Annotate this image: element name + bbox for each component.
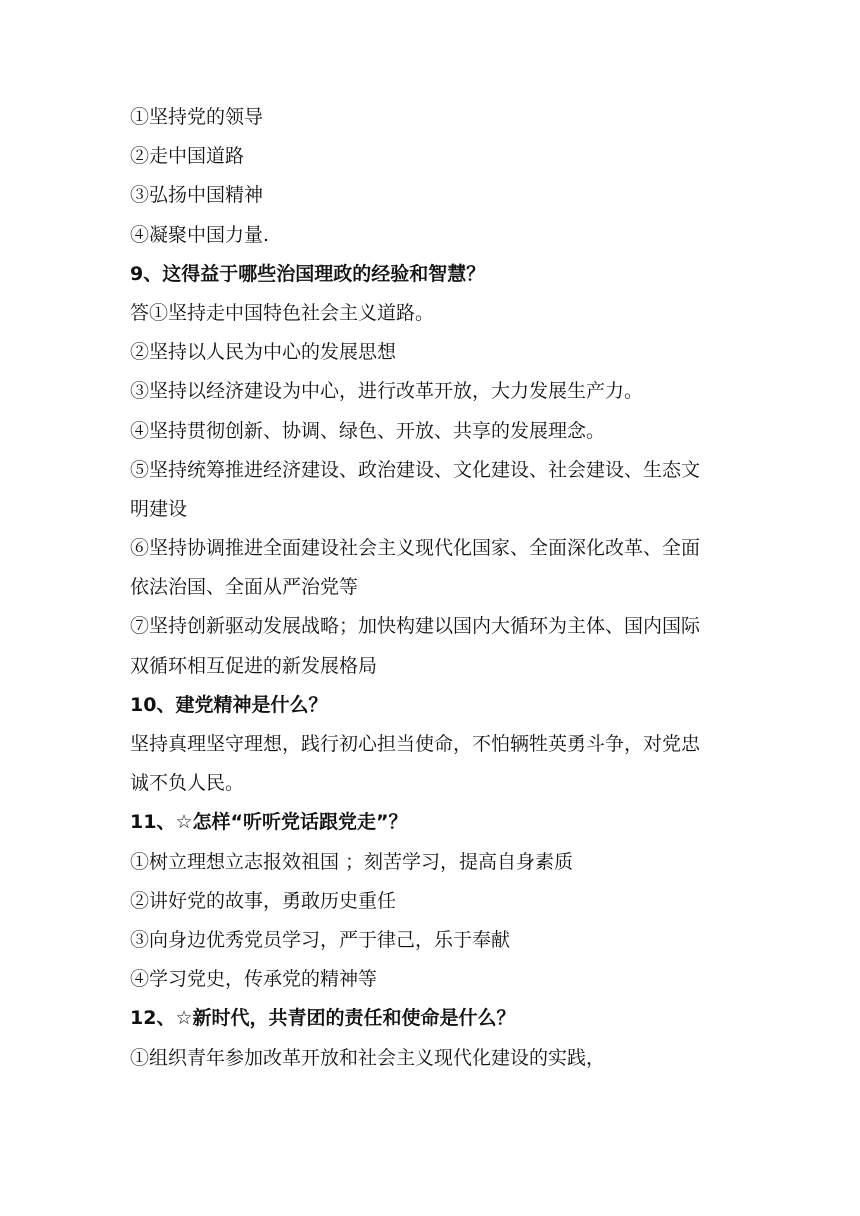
- answer-line: 双循环相互促进的新发展格局: [130, 654, 378, 677]
- answer-line: ④坚持贯彻创新、协调、绿色、开放、共享的发展理念。: [130, 419, 606, 442]
- answer-line: ⑥坚持协调推进全面建设社会主义现代化国家、全面深化改革、全面: [130, 537, 701, 560]
- answer-line: ⑦坚持创新驱动发展战略；加快构建以国内大循环为主体、国内国际: [130, 615, 701, 638]
- answer-line: ③坚持以经济建设为中心，进行改革开放，大力发展生产力。: [130, 380, 644, 403]
- answer-line: ①组织青年参加改革开放和社会主义现代化建设的实践，: [130, 1046, 606, 1069]
- list-item: ④凝聚中国力量.: [130, 223, 270, 246]
- list-item: ②走中国道路: [130, 145, 245, 168]
- answer-line: ③向身边优秀党员学习，严于律己，乐于奉献: [130, 928, 511, 951]
- answer-line: ①树立理想立志报效祖国 ；刻苦学习，提高自身素质: [130, 850, 574, 873]
- question-heading: 10、建党精神是什么？: [130, 693, 328, 716]
- document-body: [130, 98, 735, 1078]
- answer-line: 答①坚持走中国特色社会主义道路。: [130, 301, 435, 324]
- answer-line: 明建设: [130, 497, 188, 520]
- answer-line: 坚持真理坚守理想，践行初心担当使命，不怕辆牲英勇斗争，对党忠: [130, 733, 701, 755]
- list-item: ①坚持党的领导: [130, 106, 264, 128]
- question-heading: 9、这得益于哪些治国理政的经验和智慧？: [130, 262, 486, 285]
- answer-line: 依法治国、全面从严治党等: [130, 576, 359, 599]
- answer-line: ②讲好党的故事，勇敢历史重任: [130, 889, 397, 912]
- question-heading: 11、☆怎样“听听党话跟党走”？: [130, 811, 408, 834]
- answer-line: ②坚持以人民为中心的发展思想: [130, 341, 397, 364]
- list-item: ③弘扬中国精神: [130, 184, 264, 207]
- answer-line: ⑤坚持统筹推进经济建设、政治建设、文化建设、社会建设、生态文: [130, 458, 701, 481]
- answer-line: 诚不负人民。: [130, 772, 245, 795]
- question-heading: 12、☆新时代，共青团的责任和使命是什么？: [130, 1007, 516, 1030]
- answer-line: ④学习党史，传承党的精神等: [130, 968, 378, 991]
